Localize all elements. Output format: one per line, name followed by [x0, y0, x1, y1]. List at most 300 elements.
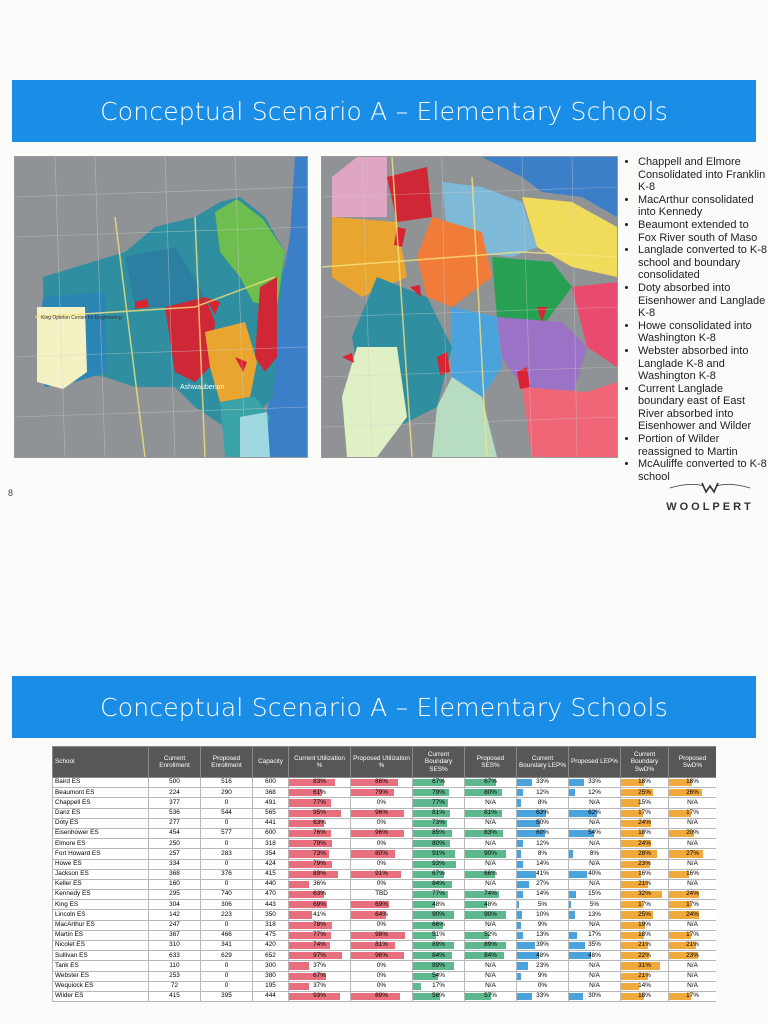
table-cell: 350 — [253, 910, 289, 920]
table-cell — [517, 849, 569, 859]
cell-value: 61% — [313, 788, 326, 796]
cell-value: 51% — [432, 931, 445, 939]
table-cell: 368 — [149, 869, 201, 879]
table-cell — [351, 961, 413, 971]
cell-value: 21% — [638, 941, 651, 949]
table-cell — [517, 951, 569, 961]
cell-value: 26% — [686, 788, 699, 796]
cell-value: 79% — [375, 788, 388, 796]
cell-value: N/A — [485, 961, 496, 969]
cell-value: N/A — [485, 971, 496, 979]
table-cell — [289, 981, 351, 991]
table-row — [53, 981, 717, 991]
cell-value: 48% — [432, 900, 445, 908]
table-cell — [289, 808, 351, 818]
table-cell: 195 — [253, 981, 289, 991]
table-cell — [351, 778, 413, 788]
cell-value: N/A — [687, 798, 698, 806]
table-cell — [669, 839, 717, 849]
cell-value: N/A — [589, 819, 600, 827]
table-cell — [621, 859, 669, 869]
table-cell — [517, 839, 569, 849]
cell-value: 50% — [536, 819, 549, 827]
value-bar — [517, 799, 521, 806]
table-cell — [465, 930, 517, 940]
cell-value: N/A — [589, 859, 600, 867]
cell-value: 67% — [484, 778, 497, 786]
table-cell — [569, 920, 621, 930]
cell-value: 17% — [686, 931, 699, 939]
cell-value: N/A — [589, 982, 600, 990]
cell-value: 17% — [686, 992, 699, 1000]
table-cell — [413, 961, 465, 971]
table-cell: 0 — [201, 961, 253, 971]
cell-value: 0% — [376, 971, 387, 979]
table-cell — [465, 818, 517, 828]
value-bar — [289, 983, 309, 990]
cell-value: 0% — [376, 961, 387, 969]
table-cell — [289, 839, 351, 849]
table-cell — [517, 930, 569, 940]
table-cell: 415 — [253, 869, 289, 879]
map-label-city: Ashwaubenon — [180, 384, 225, 391]
cell-value: 89% — [432, 961, 445, 969]
cell-value: 0% — [376, 798, 387, 806]
cell-value: 24% — [638, 819, 651, 827]
table-row — [53, 818, 717, 828]
cell-value: 18% — [638, 931, 651, 939]
table-body — [53, 778, 717, 1002]
table-cell — [621, 849, 669, 859]
table-cell: 318 — [253, 920, 289, 930]
cell-value: 77% — [432, 890, 445, 898]
cell-value: 89% — [313, 870, 326, 878]
cell-value: N/A — [687, 859, 698, 867]
slide1-title-banner — [12, 80, 756, 142]
table-row — [53, 951, 717, 961]
column-header: Proposed Utilization % — [351, 747, 413, 778]
woolpert-logo-text: WOOLPERT — [666, 501, 754, 513]
value-bar — [517, 840, 523, 847]
cell-value: 33% — [536, 778, 549, 786]
cell-value: N/A — [687, 961, 698, 969]
table-row — [53, 849, 717, 859]
value-bar — [289, 779, 335, 786]
table-cell: 0 — [201, 971, 253, 981]
bullet-item: • Langlade converted to K-8 school and boundary consolidated — [638, 244, 768, 282]
table-cell — [517, 981, 569, 991]
column-header: Proposed SwD% — [669, 747, 717, 778]
cell-value: 93% — [432, 859, 445, 867]
table-cell — [517, 778, 569, 788]
table-cell — [569, 951, 621, 961]
table-cell — [413, 849, 465, 859]
table-cell: 516 — [201, 778, 253, 788]
table-cell — [289, 859, 351, 869]
slide2-title-banner — [12, 676, 756, 738]
value-bar — [351, 942, 395, 949]
table-cell — [413, 808, 465, 818]
value-bar — [517, 871, 536, 878]
table-row — [53, 890, 717, 900]
column-header: Proposed Enrollment — [201, 747, 253, 778]
cell-value: 19% — [638, 921, 651, 929]
table-cell — [517, 910, 569, 920]
enrollment-table-container — [52, 746, 716, 1024]
value-bar — [517, 861, 523, 868]
table-cell — [569, 879, 621, 889]
cell-value: 80% — [432, 839, 445, 847]
cell-value: N/A — [485, 819, 496, 827]
table-cell — [413, 788, 465, 798]
school-name-cell: Howe ES — [53, 859, 149, 869]
table-cell — [569, 981, 621, 991]
table-row — [53, 920, 717, 930]
cell-value: N/A — [485, 839, 496, 847]
cell-value: 84% — [432, 880, 445, 888]
table-cell: 72 — [149, 981, 201, 991]
cell-value: 10% — [536, 910, 549, 918]
table-cell — [669, 961, 717, 971]
table-cell — [289, 930, 351, 940]
cell-value: 5% — [537, 900, 548, 908]
table-cell — [621, 828, 669, 838]
table-cell — [413, 890, 465, 900]
cell-value: 18% — [686, 778, 699, 786]
column-header: Current Boundary SwD% — [621, 747, 669, 778]
table-cell: 0 — [201, 981, 253, 991]
value-bar — [517, 901, 519, 908]
table-cell — [669, 798, 717, 808]
table-cell — [621, 879, 669, 889]
cell-value: 69% — [375, 900, 388, 908]
table-row — [53, 991, 717, 1001]
map-proposed-boundaries — [321, 156, 618, 458]
cell-value: 13% — [536, 931, 549, 939]
cell-value: 91% — [375, 870, 388, 878]
table-cell — [569, 788, 621, 798]
table-cell — [517, 920, 569, 930]
table-cell — [621, 971, 669, 981]
school-name-cell: Sullivan ES — [53, 951, 149, 961]
cell-value: 39% — [536, 941, 549, 949]
table-cell: 0 — [201, 818, 253, 828]
school-name-cell: Chappell ES — [53, 798, 149, 808]
table-cell — [413, 798, 465, 808]
table-cell — [289, 798, 351, 808]
table-cell — [465, 900, 517, 910]
cell-value: 0% — [537, 982, 548, 990]
table-cell — [289, 788, 351, 798]
table-cell: 223 — [201, 910, 253, 920]
value-bar — [517, 850, 521, 857]
school-name-cell: Wequiock ES — [53, 981, 149, 991]
cell-value: 32% — [638, 890, 651, 898]
table-cell — [669, 849, 717, 859]
table-cell: 454 — [149, 828, 201, 838]
cell-value: 16% — [638, 870, 651, 878]
cell-value: 5% — [589, 900, 600, 908]
table-cell: 0 — [201, 798, 253, 808]
school-name-cell: Baird ES — [53, 778, 149, 788]
cell-value: 83% — [484, 829, 497, 837]
table-cell — [289, 920, 351, 930]
value-bar — [569, 789, 575, 796]
table-cell — [351, 879, 413, 889]
cell-value: 41% — [313, 910, 326, 918]
table-cell: 475 — [253, 930, 289, 940]
table-row — [53, 900, 717, 910]
table-cell — [669, 930, 717, 940]
cell-value: 23% — [638, 859, 651, 867]
table-cell: 306 — [201, 900, 253, 910]
cell-value: 33% — [536, 992, 549, 1000]
cell-value: 79% — [313, 859, 326, 867]
cell-value: N/A — [485, 982, 496, 990]
table-cell: 415 — [149, 991, 201, 1001]
value-bar — [569, 850, 573, 857]
table-cell — [289, 900, 351, 910]
table-cell — [351, 900, 413, 910]
table-cell — [465, 849, 517, 859]
table-cell — [465, 798, 517, 808]
table-cell: 277 — [149, 818, 201, 828]
table-cell — [351, 920, 413, 930]
value-bar — [569, 891, 576, 898]
table-cell — [351, 788, 413, 798]
cell-value: 14% — [536, 890, 549, 898]
value-bar — [517, 789, 523, 796]
cell-value: 0% — [376, 859, 387, 867]
table-cell — [413, 900, 465, 910]
cell-value: 62% — [588, 808, 601, 816]
cell-value: 80% — [375, 849, 388, 857]
table-cell: 304 — [149, 900, 201, 910]
cell-value: 77% — [313, 798, 326, 806]
value-bar — [517, 973, 521, 980]
table-cell — [569, 930, 621, 940]
table-cell: 376 — [201, 869, 253, 879]
cell-value: 79% — [432, 788, 445, 796]
table-cell — [517, 941, 569, 951]
table-cell: 577 — [201, 828, 253, 838]
table-cell — [351, 839, 413, 849]
table-cell — [569, 828, 621, 838]
cell-value: 0% — [376, 819, 387, 827]
table-cell — [289, 778, 351, 788]
table-cell: 341 — [201, 941, 253, 951]
cell-value: 83% — [313, 778, 326, 786]
value-bar — [569, 942, 585, 949]
cell-value: N/A — [589, 971, 600, 979]
table-cell: 250 — [149, 839, 201, 849]
table-cell — [465, 839, 517, 849]
cell-value: 13% — [588, 910, 601, 918]
table-cell — [669, 991, 717, 1001]
value-bar — [569, 901, 571, 908]
table-cell — [569, 971, 621, 981]
bullet-item: • Portion of Wilder reassigned to Martin — [638, 433, 768, 458]
cell-value: 9% — [537, 921, 548, 929]
table-cell — [351, 859, 413, 869]
cell-value: 8% — [589, 849, 600, 857]
cell-value: 69% — [313, 900, 326, 908]
table-cell: 600 — [253, 828, 289, 838]
cell-value: 90% — [484, 849, 497, 857]
school-name-cell: Danz ES — [53, 808, 149, 818]
value-bar — [517, 962, 528, 969]
cell-value: 14% — [638, 982, 651, 990]
cell-value: 22% — [638, 951, 651, 959]
table-row — [53, 941, 717, 951]
table-row — [53, 828, 717, 838]
table-cell — [517, 788, 569, 798]
table-cell — [351, 910, 413, 920]
table-cell: 424 — [253, 859, 289, 869]
table-cell — [413, 869, 465, 879]
table-row — [53, 859, 717, 869]
table-cell — [669, 808, 717, 818]
table-cell — [351, 849, 413, 859]
cell-value: 12% — [536, 839, 549, 847]
table-cell — [413, 971, 465, 981]
cell-value: 0% — [376, 839, 387, 847]
school-name-cell: Eisenhower ES — [53, 828, 149, 838]
table-cell — [289, 879, 351, 889]
cell-value: 96% — [375, 829, 388, 837]
school-name-cell: Jackson ES — [53, 869, 149, 879]
table-cell — [413, 818, 465, 828]
cell-value: 14% — [536, 859, 549, 867]
table-cell — [289, 991, 351, 1001]
cell-value: 31% — [638, 961, 651, 969]
school-name-cell: Keller ES — [53, 879, 149, 889]
cell-value: 17% — [686, 900, 699, 908]
cell-value: 66% — [484, 870, 497, 878]
cell-value: N/A — [687, 880, 698, 888]
table-cell — [569, 818, 621, 828]
table-cell — [351, 951, 413, 961]
table-cell: 334 — [149, 859, 201, 869]
table-cell — [465, 971, 517, 981]
table-cell — [465, 859, 517, 869]
table-cell: 367 — [149, 930, 201, 940]
table-cell — [351, 930, 413, 940]
school-name-cell: Kennedy ES — [53, 890, 149, 900]
table-cell — [413, 839, 465, 849]
table-cell — [351, 808, 413, 818]
table-cell: 444 — [253, 991, 289, 1001]
cell-value: 17% — [638, 900, 651, 908]
table-cell: 652 — [253, 951, 289, 961]
cell-value: 66% — [432, 921, 445, 929]
table-cell — [517, 869, 569, 879]
cell-value: 90% — [432, 910, 445, 918]
value-bar — [289, 962, 309, 969]
table-cell — [569, 991, 621, 1001]
cell-value: 33% — [588, 778, 601, 786]
table-cell: 600 — [253, 778, 289, 788]
table-cell — [669, 981, 717, 991]
table-cell — [669, 869, 717, 879]
cell-value: 85% — [432, 829, 445, 837]
table-cell — [621, 839, 669, 849]
cell-value: 96% — [375, 808, 388, 816]
cell-value: 0% — [376, 880, 387, 888]
table-cell: 0 — [201, 920, 253, 930]
table-cell: 0 — [201, 839, 253, 849]
table-cell — [621, 941, 669, 951]
table-cell — [621, 808, 669, 818]
table-cell — [413, 941, 465, 951]
table-cell — [413, 981, 465, 991]
cell-value: 89% — [484, 941, 497, 949]
cell-value: 97% — [313, 951, 326, 959]
cell-value: 35% — [588, 941, 601, 949]
table-cell — [669, 828, 717, 838]
cell-value: 24% — [638, 839, 651, 847]
cell-value: 81% — [432, 808, 445, 816]
cell-value: 18% — [638, 992, 651, 1000]
cell-value: N/A — [485, 921, 496, 929]
value-bar — [517, 891, 523, 898]
table-cell — [413, 920, 465, 930]
table-cell — [621, 920, 669, 930]
cell-value: 90% — [484, 910, 497, 918]
cell-value: 93% — [313, 992, 326, 1000]
table-cell — [621, 890, 669, 900]
cell-value: 77% — [313, 931, 326, 939]
value-bar — [517, 922, 521, 929]
table-cell — [413, 910, 465, 920]
table-cell — [413, 859, 465, 869]
school-name-cell: Elmore ES — [53, 839, 149, 849]
table-cell — [621, 951, 669, 961]
column-header: Current Utilization % — [289, 747, 351, 778]
table-cell — [413, 828, 465, 838]
bullet-item: • Webster absorbed into Langlade K-8 and Washington K-8 — [638, 345, 768, 383]
table-cell: 380 — [253, 971, 289, 981]
table-row — [53, 798, 717, 808]
school-name-cell: Martin ES — [53, 930, 149, 940]
cell-value: 86% — [375, 778, 388, 786]
value-bar — [517, 881, 529, 888]
table-cell: 500 — [149, 778, 201, 788]
table-cell: 142 — [149, 910, 201, 920]
value-bar — [517, 911, 522, 918]
cell-value: 40% — [588, 870, 601, 878]
value-bar — [517, 993, 532, 1000]
school-name-cell: Doty ES — [53, 818, 149, 828]
table-cell — [621, 981, 669, 991]
cell-value: 48% — [588, 951, 601, 959]
table-cell — [569, 900, 621, 910]
cell-value: 58% — [432, 992, 445, 1000]
bullet-item: • Howe consolidated into Washington K-8 — [638, 320, 768, 345]
school-name-cell: Nicolet ES — [53, 941, 149, 951]
cell-value: 48% — [536, 951, 549, 959]
cell-value: 89% — [432, 941, 445, 949]
table-cell: 224 — [149, 788, 201, 798]
cell-value: 60% — [536, 829, 549, 837]
table-cell: 441 — [253, 818, 289, 828]
cell-value: 9% — [537, 971, 548, 979]
table-cell: 368 — [253, 788, 289, 798]
cell-value: 27% — [686, 849, 699, 857]
cell-value: 24% — [686, 910, 699, 918]
cell-value: 54% — [432, 971, 445, 979]
table-cell: 633 — [149, 951, 201, 961]
